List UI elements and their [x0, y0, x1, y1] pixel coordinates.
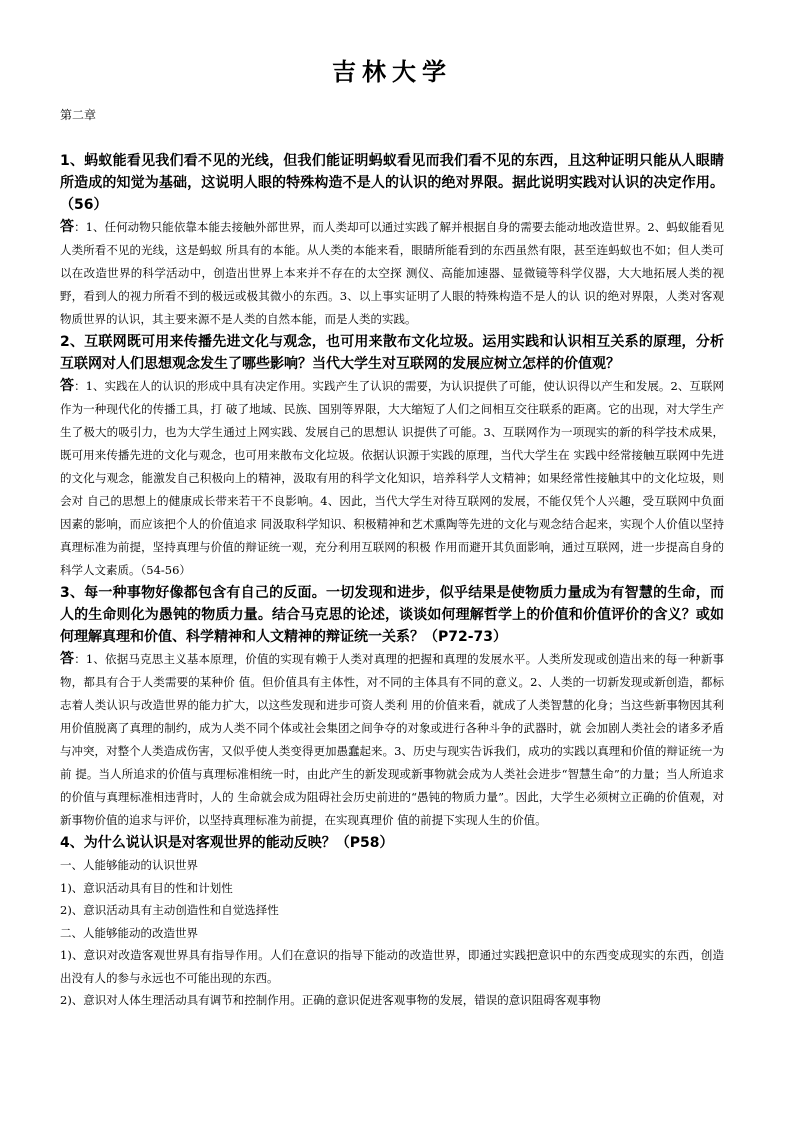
- answer-label: 答: [60, 651, 75, 667]
- answer-3: [60, 648, 724, 832]
- page-title: 吉林大学: [332, 58, 452, 86]
- qa-block-4: [60, 832, 724, 1012]
- answer-label: 答: [60, 219, 75, 235]
- answer-text: ：1、实践在人的认识的形成中具有决定作用。实践产生了认识的需要，为认识提供了可能，使认识得以产生和发展。2、互联网作为一种现代化的传播工具，打 破了地域、民族、国别等界限，大大缩短了人们之间相互交往联系的距离。它的出现，对大学生产生了极大的吸引力，也为大学生通过上网实践、发展自己的思想认 识提供了可能。3、互联网作为一项现实的新的科学技术成果，既可用来传播先进的文化与观念，也可用来散布文化垃圾。依据认识源于实践的原理，当代大学生在 实践中经常接触互联网中先进的文化与观念，能激发自己积极向上的精神，汲取有用的科学文化知识，培养科学人文精神；如果经常性接触其中的文化垃圾，则会对 自己的思想上的健康成长带来若干不良影响。4、因此，当代大学生对待互联网的发展，不能仅凭个人兴趣，受互联网中负面因素的影响，而应该把个人的价值追求 同汲取科学知识、积极精神和艺术熏陶等先进的文化与观念结合起来，实现个人价值以坚持真理标准为前提，坚持真理与价值的辩证统一观，充分利用互联网的积极 作用而避开其负面影响，通过互联网，进一步提高自身的科学人文素质。（54-56）: [60, 379, 724, 577]
- qa-block-1: [60, 150, 724, 331]
- qa-block-2: [60, 331, 724, 582]
- answer-4-line: 1)、意识活动具有目的性和计划性: [60, 880, 233, 895]
- answer-4-line: 二、人能够能动的改造世界: [60, 925, 198, 940]
- answer-4-line: 2)、意识对人体生理活动具有调节和控制作用。正确的意识促进客观事物的发展，错误的意识阻碍客观事物: [60, 993, 601, 1007]
- chapter-heading: 第二章: [60, 108, 97, 122]
- question-2: 2、互联网既可用来传播先进文化与观念，也可用来散布文化垃圾。运用实践和认识相互关系的原理，分析互联网对人们思想观念发生了哪些影响？当代大学生对互联网的发展应树立怎样的价值观？: [60, 334, 724, 372]
- answer-text: ：1、任何动物只能依靠本能去接触外部世界，而人类却可以通过实践了解并根据自身的需要去能动地改造世界。2、蚂蚁能看见人类所看不见的光线，这是蚂蚁 所具有的本能。从人类的本能来看，眼睛所能看到的东西虽然有限，甚至连蚂蚁也不如；但人类可以在改造世界的科学活动中，创造出世界上本来并不存在的太空探 测仪、高能加速器、显微镜等科学仪器，大大地拓展人类的视野，看到人的视力所看不到的极远或极其微小的东西。3、以上事实证明了人眼的特殊构造不是人的认 识的绝对界限，人类对客观物质世界的认识，其主要来源不是人类的自然本能，而是人类的实践。: [60, 220, 724, 326]
- answer-4-line: 一、人能够能动的认识世界: [60, 858, 198, 872]
- answer-4-line: 2)、意识活动具有主动创造性和自觉选择性: [60, 903, 279, 917]
- answer-label: 答: [60, 378, 75, 394]
- answer-2: [60, 375, 724, 582]
- answer-1: [60, 216, 724, 331]
- question-3: 3、每一种事物好像都包含有自己的反面。一切发现和进步，似乎结果是使物质力量成为有智慧的生命，而人的生命则化为愚钝的物质力量。结合马克思的论述，谈谈如何理解哲学上的价值和价值评价的含义？或如何理解真理和价值、科学精神和人文精神的辩证统一关系？（P72-73）: [60, 585, 724, 645]
- question-1: 1、蚂蚁能看见我们看不见的光线，但我们能证明蚂蚁看见而我们看不见的东西，且这种证明只能从人眼睛所造成的知觉为基础，这说明人眼的特殊构造不是人的认识的绝对界限。据此说明实践对认识的决定作用。（56）: [60, 153, 724, 213]
- answer-text: ：1、依据马克思主义基本原理，价值的实现有赖于人类对真理的把握和真理的发展水平。人类所发现或创造出来的每一种新事物，都具有合于人类需要的某种价 值。但价值具有主体性，对不同的主体具有不同的意义。2、人类的一切新发现或新创造，都标志着人类认识与改造世界的能力扩大，以这些发现和进步可资人类利 用的价值来看，就成了人类智慧的化身；当这些新事物因其利用价值脱离了真理的制约，成为人类不同个体或社会集团之间争夺的对象或进行各种斗争的武器时，就 会加剧人类社会的诸多矛盾与冲突，对整个人类造成伤害，又似乎使人类变得更加愚蠢起来。3、历史与现实告诉我们，成功的实践以真理和价值的辩证统一为前 提。当人所追求的价值与真理标准相统一时，由此产生的新发现或新事物就会成为人类社会进步“智慧生命”的力量；当人所追求的价值与真理标准相违背时，人的 生命就会成为阻碍社会历史前进的“愚钝的物质力量”。因此，大学生必须树立正确的价值观，对新事物价值的追求与评价，以坚持真理标准为前提，在实现真理价 值的前提下实现人生的价值。: [60, 652, 725, 827]
- question-4: 4、为什么说认识是对客观世界的能动反映？（P58）: [60, 835, 394, 851]
- qa-block-3: [60, 582, 724, 832]
- answer-4-line: 1)、意识对改造客观世界具有指导作用。人们在意识的指导下能动的改造世界，即通过实践把意识中的东西变成现实的东西，创造出没有人的参与永远也不可能出现的东西。: [60, 948, 724, 985]
